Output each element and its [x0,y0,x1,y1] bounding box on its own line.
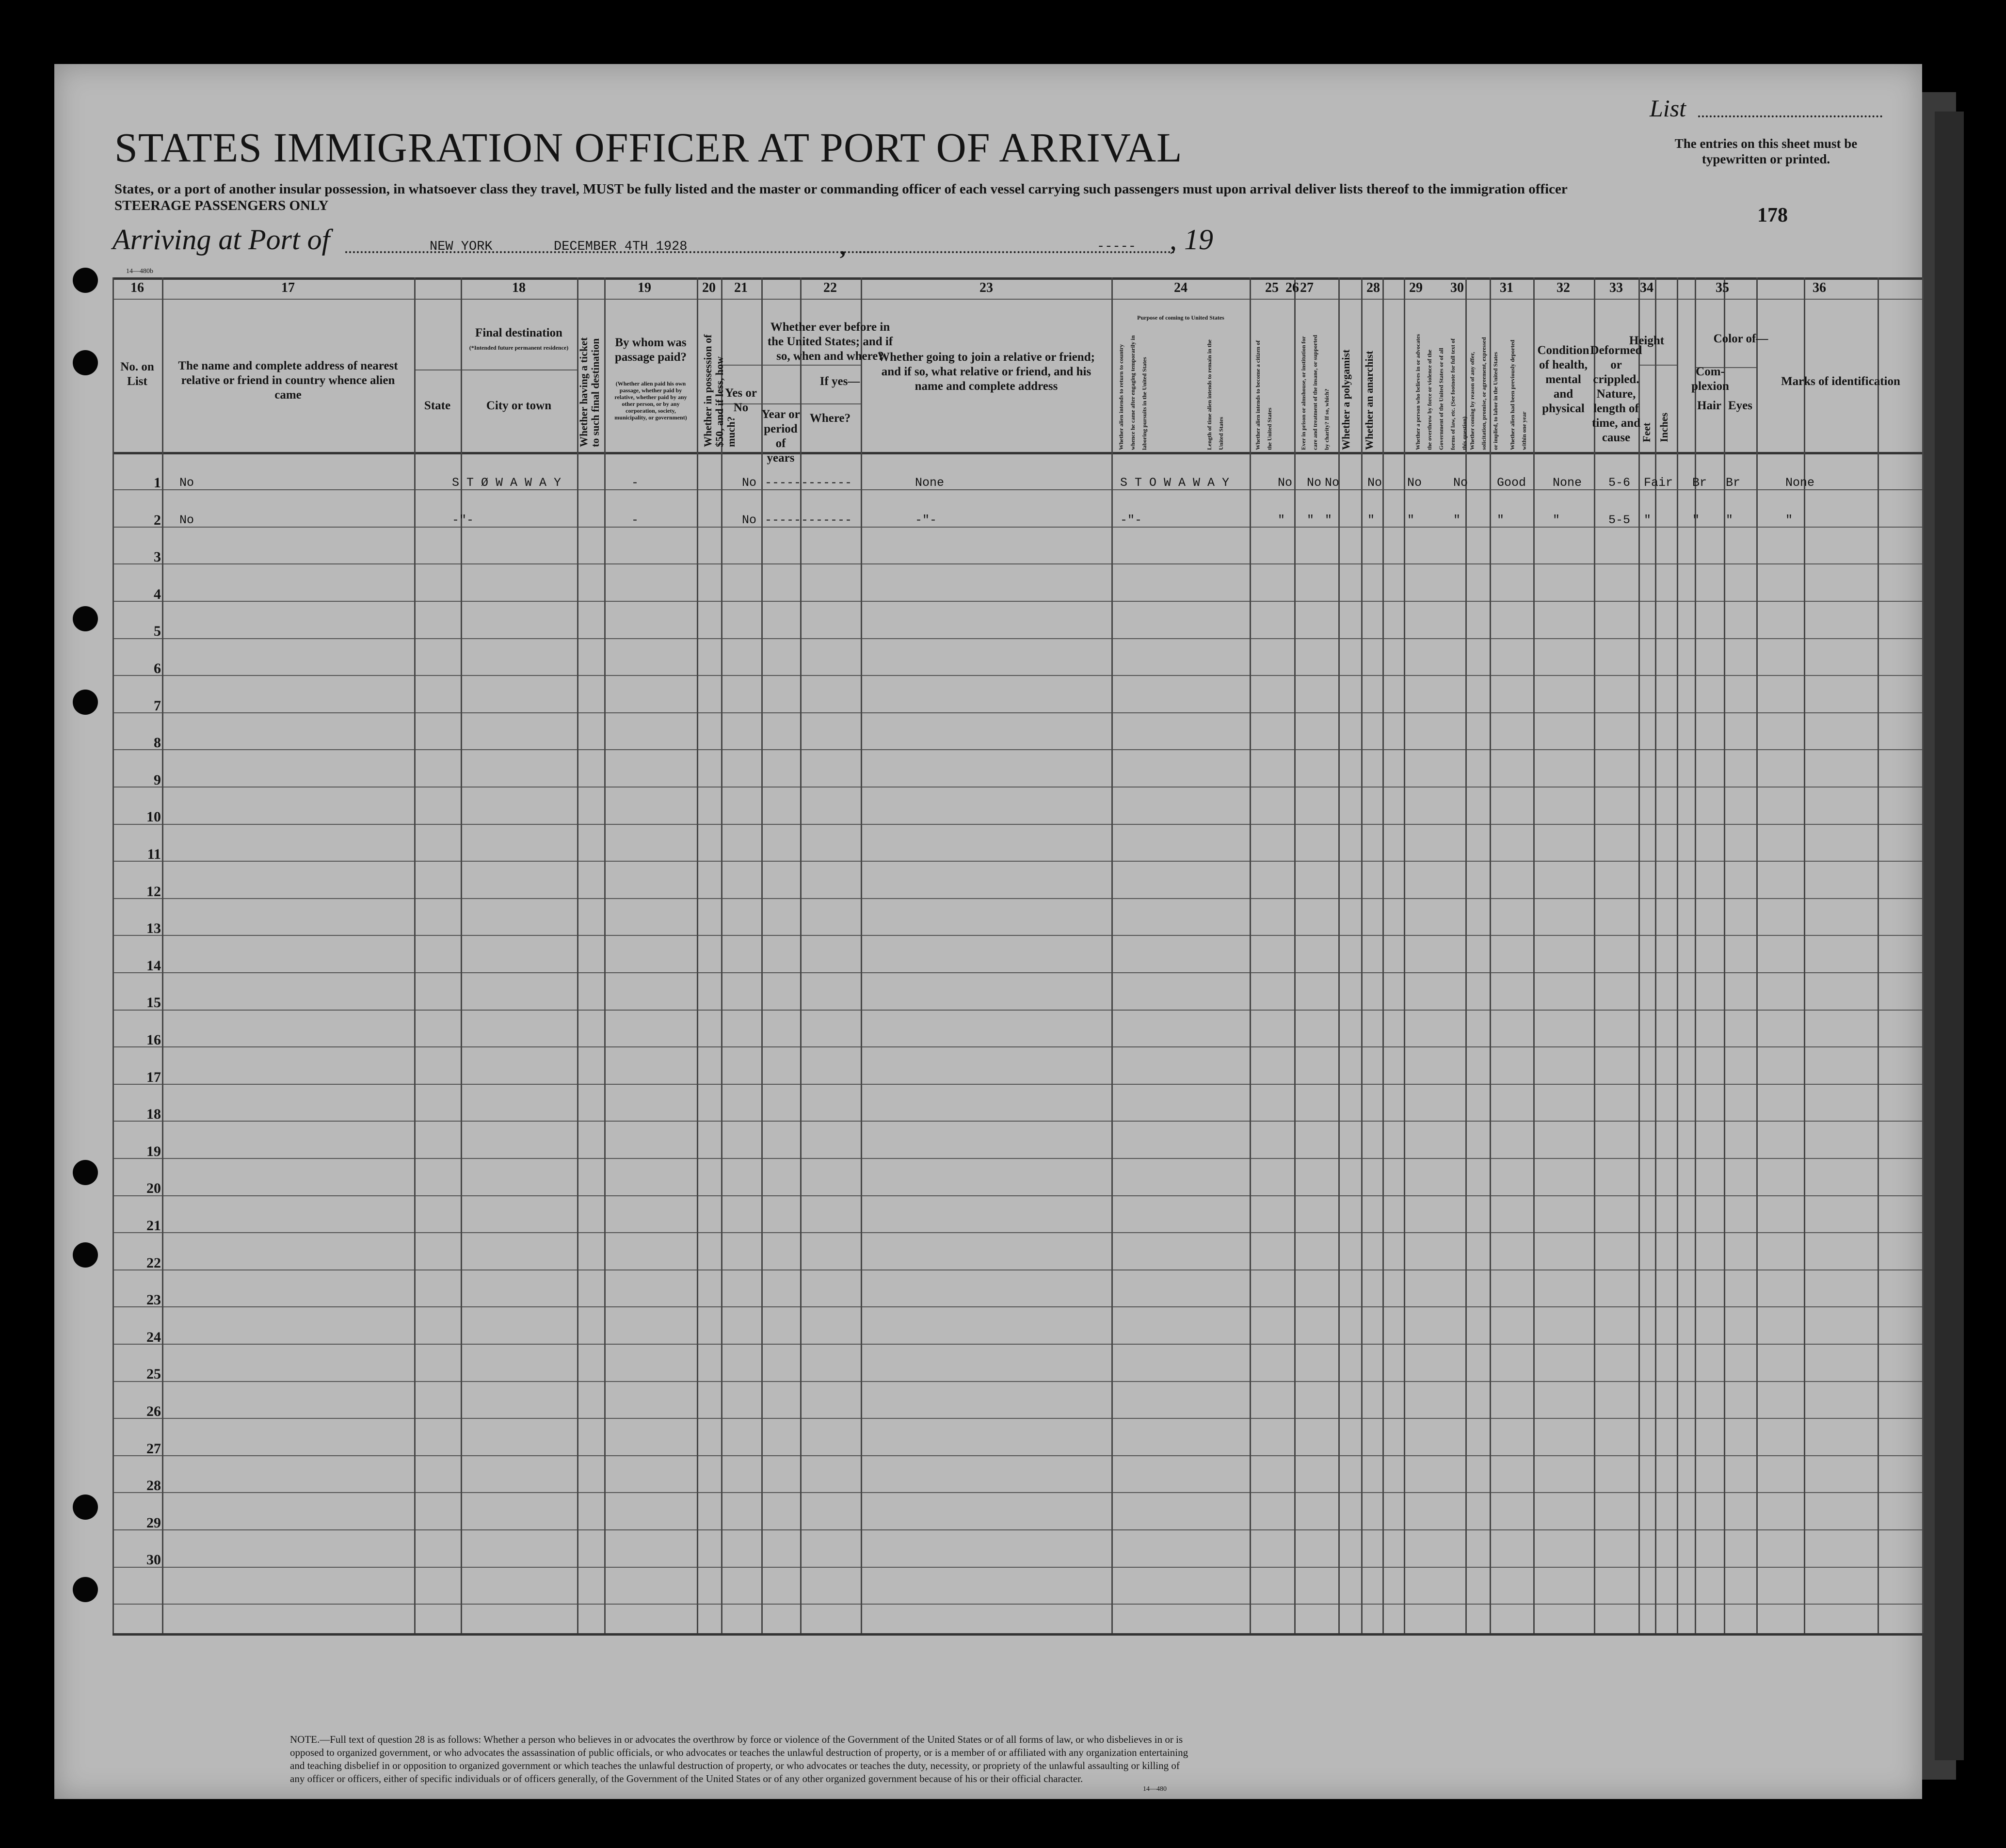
row-rule [112,712,1922,713]
row-number: 27 [146,1440,161,1457]
punch-hole [73,1577,98,1602]
column-rule [1677,277,1678,1633]
date-comma: , [840,234,846,260]
row-rule [112,1381,1922,1382]
row-rule [112,1418,1922,1419]
row-number: 3 [154,549,161,565]
cell-c35-eyes: Br [1726,476,1741,490]
cell-c27: " [1325,513,1332,527]
header-polygamist: Whether a polygamist [1340,349,1352,450]
year-dashes: ----- [1097,240,1137,254]
row-rule [112,638,1922,639]
header-ticket: Whether having a ticket to such final destination [578,337,601,447]
column-rule [1404,277,1405,1633]
column-number: 20 [702,280,716,295]
grid-numbers-rule [112,299,1922,300]
arriving-label: Arriving at Port of [112,224,330,256]
row-rule [112,935,1922,936]
column-rule [1250,277,1251,1633]
punch-hole [73,1494,98,1520]
cell-c24: -"- [1120,513,1142,527]
column-rule [721,277,722,1633]
column-number: 21 [734,280,748,295]
row-number: 9 [154,771,161,788]
row-rule [112,898,1922,899]
row-number: 11 [147,846,161,862]
row-rule [112,1344,1922,1345]
cell-c33: 5-5 [1608,513,1631,527]
row-number: 17 [146,1069,161,1085]
column-number: 16 [130,280,144,295]
grid-bottom-rule [112,1633,1922,1636]
header-anarchist: Whether an anarchist [1363,351,1375,450]
cell-c22-rest: ------------ [765,513,852,527]
cell-c25: " [1278,513,1285,527]
row-number: 25 [146,1366,161,1382]
cell-c36: None [1785,476,1815,490]
header-feet: Feet [1640,422,1653,442]
column-rule [577,277,578,1633]
header-join-relative: Whether going to join a relative or friend; and if so, what relative or friend, and his name and complete address [878,351,1095,393]
row-rule [112,861,1922,862]
cell-c35-hair: Br [1692,476,1707,490]
row-rule [112,1046,1922,1047]
header-offer-of-labor: Whether coming by reason of any offer, solicitation, promise, or agreement, expressed or implied, to labor in the United States [1469,337,1499,450]
row-rule [112,1529,1922,1530]
sheet-number: 178 [1757,204,1788,226]
row-number: 18 [146,1106,161,1123]
column-rule [1878,277,1879,1633]
column-rule [697,277,698,1633]
column-rule [1294,277,1296,1633]
header-final-destination: Final destination [475,326,562,339]
column-rule [1724,277,1725,1633]
header-height: Height [1629,334,1665,347]
row-number: 28 [146,1478,161,1494]
cell-c30: " [1453,513,1461,527]
punch-hole [73,606,98,631]
row-number: 12 [146,883,161,900]
cell-c18: -"- [452,513,474,527]
column-number: 30 [1450,280,1464,295]
header-purpose: Purpose of coming to United States [1137,314,1224,321]
row-number: 1 [154,475,161,491]
header-condition-of-health: Condition of health, mental and physical [1537,344,1589,415]
cell-c24: S T O W A W A Y [1120,476,1230,490]
header-complexion: Com-plexion [1691,365,1729,393]
cell-c20: - [631,513,639,527]
row-number: 7 [154,697,161,714]
header-deported: Whether alien had been previously deported within one year [1509,339,1527,450]
row-rule [112,1195,1922,1196]
column-number: 26 [1285,280,1299,295]
row-rule [112,972,1922,973]
row-number: 10 [146,809,161,825]
header-hair: Hair [1697,399,1721,412]
cell-c28: " [1367,513,1375,527]
row-rule [112,1455,1922,1456]
header-state: State [424,399,451,412]
row-number: 21 [146,1218,161,1234]
row-number: 22 [146,1254,161,1271]
cell-c34: Fair [1644,476,1673,490]
list-label: List [1650,95,1686,122]
row-number: 5 [154,623,161,640]
header-prison-almshouse: Ever in prison or almshouse, or institution for care and treatment of the insane, or supported by charity? If so, which? [1300,335,1330,450]
cell-c23: -"- [915,513,937,527]
cell-c35-hair: " [1692,513,1700,527]
row-rule [112,1158,1922,1159]
header-no-on-list: No. on List [120,360,154,388]
column-number: 36 [1813,280,1826,295]
column-rule [414,277,416,1633]
row-rule [112,1567,1922,1568]
subheader-rule [721,365,861,366]
row-rule [112,749,1922,750]
row-number: 8 [154,735,161,751]
header-question-28: Whether a person who believes in or advocates the overthrow by force or violence of the Government of the United States or of all forms of law, etc. (See footnote for full text of this question) [1414,334,1468,450]
column-rule [1594,277,1595,1633]
cell-c26: " [1307,513,1315,527]
cell-c29: " [1407,513,1415,527]
column-rule [1490,277,1491,1633]
column-number: 31 [1500,280,1513,295]
manifest-sheet [54,64,1922,1799]
port-value: NEW YORK [430,240,493,254]
header-length-of-time: Length of time alien intends to remain in the United States [1206,339,1224,450]
row-rule [112,1306,1922,1307]
punch-hole [73,1160,98,1185]
punch-hole [73,690,98,715]
cell-c31: " [1497,513,1505,527]
column-rule [1361,277,1363,1633]
column-rule [1756,277,1758,1633]
column-rule [1638,277,1640,1633]
row-rule [112,563,1922,564]
row-number: 6 [154,660,161,676]
page-edge-stack-2 [1935,112,1964,1760]
header-year-or-period: Year or period of years [761,408,800,465]
row-number: 13 [146,920,161,937]
header-eyes: Eyes [1728,399,1752,412]
column-number: 22 [823,280,837,295]
column-rule [761,277,763,1633]
steerage-label: STEERAGE PASSENGERS ONLY [114,198,329,213]
cell-c23: None [915,476,945,490]
cell-c32: None [1553,476,1582,490]
form-subtitle: States, or a port of another insular possession, in whatsoever class they travel, MUST be fully listed and the master or commanding officer of each vessel carrying such passengers must upon arrival deliver lists thereof to the immigration officer [114,181,1568,197]
column-number: 27 [1300,280,1314,295]
cell-c26: No [1307,476,1322,490]
row-number: 23 [146,1292,161,1308]
date-value: DECEMBER 4TH 1928 [554,240,688,254]
row-number: 15 [146,995,161,1011]
row-rule [112,1604,1922,1605]
row-rule [112,824,1922,825]
grid-top-rule [112,277,1922,280]
header-color-of: Color of— [1713,332,1768,345]
row-number: 20 [146,1180,161,1197]
column-rule [1382,277,1384,1633]
cell-c34: " [1644,513,1652,527]
column-number: 29 [1409,280,1423,295]
row-number: 19 [146,1143,161,1159]
header-where: Where? [809,412,851,425]
header-ever-before-us: Whether ever before in the United States; and if so, when and where? [767,321,893,363]
cell-c28: No [1367,476,1382,490]
header-citizen-intent: Whether alien intends to become a citizen of the United States [1254,340,1273,450]
column-number: 19 [638,280,651,295]
cell-c22-yes: No [742,476,757,490]
cell-c36: " [1785,513,1793,527]
punch-hole [73,268,98,293]
grid-header-rule [112,452,1922,454]
cell-c17: No [179,513,194,527]
column-number: 25 [1265,280,1279,295]
header-possession-50: Whether in possession of $50, and if less, how much? [702,334,737,447]
row-rule [112,1492,1922,1493]
cell-c30: No [1453,476,1468,490]
column-number: 17 [281,280,295,295]
header-deformed: Deformed or crippled. Nature, length of time, and cause [1590,344,1642,444]
header-city-or-town: City or town [486,399,552,412]
column-number: 28 [1366,280,1380,295]
row-rule [112,1232,1922,1233]
header-marks-of-identification: Marks of identification [1781,375,1900,388]
cell-c27: No [1325,476,1340,490]
column-rule [1111,277,1113,1633]
row-number: 24 [146,1329,161,1345]
row-number: 2 [154,512,161,528]
column-number: 33 [1609,280,1623,295]
header-passage-paid: By whom was passage paid? [615,336,687,364]
header-final-destination-note: (*Intended future permanent residence) [469,344,569,351]
cell-c17: No [179,476,194,490]
row-rule [112,1121,1922,1122]
header-nearest-relative: The name and complete address of nearest relative or friend in country whence alien came [178,359,398,402]
column-rule [162,277,163,1633]
cell-c29: No [1407,476,1422,490]
cell-c20: - [631,476,639,490]
column-rule [1922,277,1924,1633]
list-line [1698,115,1882,117]
form-code: 14—480b [126,268,153,275]
header-if-yes: If yes— [819,375,860,388]
row-number: 29 [146,1514,161,1531]
footnote: NOTE.—Full text of question 28 is as follows: Whether a person who believes in or advocates the overthrow by force or violence of the Government of the United States or of all forms of law, or who disbelieves in or is opposed to organized government, or who advocates the assassination of public officials, or who advocates or teaches the unlawful destruction of property, or is a member of or affiliated with any organization entertaining and teaching disbelief in or opposition to organized government or which teaches the unlawful destruction of property, or who advocates or teaches the duty, necessity, or propriety of the unlawful assaulting or killing of any officer or officers, either of specific individuals or of officers generally, of the Government of the United States or of any other organized government because of his or their official character. [290,1734,1188,1784]
cell-c18: S T Ø W A W A Y [452,476,562,490]
column-rule [604,277,606,1633]
form-title: STATES IMMIGRATION OFFICER AT PORT OF ARRIVAL [114,124,1183,171]
row-rule [112,601,1922,602]
punch-hole [73,350,98,375]
column-rule [1533,277,1535,1633]
row-number: 16 [146,1032,161,1048]
header-inches: Inches [1658,412,1670,442]
cell-c33: 5-6 [1608,476,1631,490]
footnote-code: 14—480 [1143,1785,1167,1793]
header-passage-paid-note: (Whether alien paid his own passage, whether paid by relative, whether paid by any other person, or by any corporation, society, municipality, or government) [614,380,687,421]
punch-hole [73,1242,98,1268]
row-number: 4 [154,586,161,602]
row-rule [112,1269,1922,1270]
cell-c35-eyes: " [1726,513,1733,527]
cell-c31: Good [1497,476,1526,490]
row-rule [112,1084,1922,1085]
column-number: 34 [1640,280,1653,295]
column-number: 32 [1557,280,1570,295]
cell-c22-yes: No [742,513,757,527]
column-number: 18 [512,280,526,295]
row-number: 26 [146,1403,161,1419]
column-number: 35 [1716,280,1729,295]
row-rule [112,1010,1922,1011]
typewritten-note: The entries on this sheet must be typewritten or printed. [1674,136,1858,166]
cell-c32: " [1553,513,1560,527]
cell-c25: No [1278,476,1293,490]
column-number: 24 [1174,280,1188,295]
row-number: 14 [146,957,161,974]
row-number: 30 [146,1552,161,1568]
header-yes-or-no: Yes or No [725,386,757,414]
header-return-intent: Whether alien intends to return to country whence he came after engaging temporarily in laboring pursuits in the United States [1118,335,1148,450]
row-rule [112,675,1922,676]
column-rule [861,277,862,1633]
year-label: , 19 [1170,224,1213,256]
column-number: 23 [979,280,993,295]
cell-c22-rest: ------------ [765,476,852,490]
